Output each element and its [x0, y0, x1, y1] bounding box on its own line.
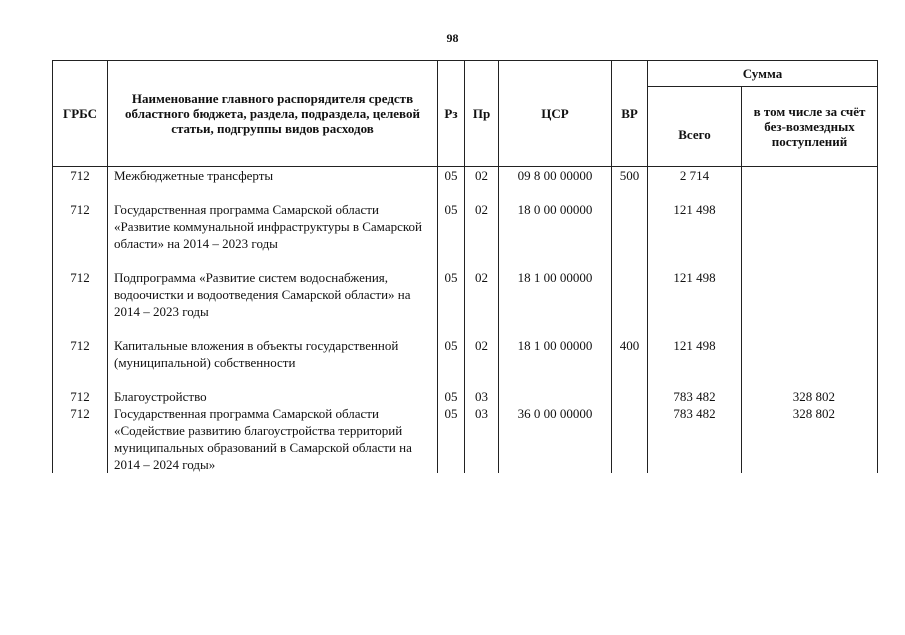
cell-csr: 09 8 00 00000	[499, 167, 612, 185]
cell-free	[742, 269, 878, 320]
header-grbs: ГРБС	[53, 61, 108, 167]
budget-table	[52, 60, 878, 473]
cell-pr: 03	[465, 405, 499, 473]
table-row	[53, 337, 878, 371]
cell-name: Государственная программа Самарской области «Развитие коммунальной инфраструктуры в Самарской области» на 2014 – 2023 годы	[108, 201, 438, 252]
header-rz: Рз	[438, 61, 465, 167]
table-row	[53, 269, 878, 320]
table-body	[53, 167, 878, 474]
table-header	[53, 61, 878, 167]
cell-vr: 500	[612, 167, 648, 185]
table-row	[53, 388, 878, 405]
cell-name: Благоустройство	[108, 388, 438, 405]
cell-free: 328 802	[742, 388, 878, 405]
cell-free	[742, 167, 878, 185]
cell-free	[742, 337, 878, 371]
cell-total: 783 482	[648, 388, 742, 405]
cell-pr: 02	[465, 201, 499, 252]
cell-vr: 400	[612, 337, 648, 371]
cell-rz: 05	[438, 405, 465, 473]
cell-pr: 02	[465, 167, 499, 185]
table-spacer	[53, 371, 878, 388]
cell-total: 121 498	[648, 337, 742, 371]
cell-grbs: 712	[53, 201, 108, 252]
table-row	[53, 201, 878, 252]
table-spacer	[53, 184, 878, 201]
cell-name: Государственная программа Самарской области «Содействие развитию благоустройства территорий муниципальных образований в Самарской области на 2014 – 2024 годы»	[108, 405, 438, 473]
cell-vr	[612, 405, 648, 473]
cell-rz: 05	[438, 388, 465, 405]
cell-grbs: 712	[53, 269, 108, 320]
cell-vr	[612, 388, 648, 405]
cell-total: 121 498	[648, 269, 742, 320]
cell-name: Подпрограмма «Развитие систем водоснабжения, водоочистки и водоотведения Самарской области» на 2014 – 2023 годы	[108, 269, 438, 320]
cell-pr: 03	[465, 388, 499, 405]
header-pr: Пр	[465, 61, 499, 167]
header-total: Всего	[648, 87, 742, 167]
cell-vr	[612, 269, 648, 320]
cell-vr	[612, 201, 648, 252]
cell-total: 121 498	[648, 201, 742, 252]
cell-name: Капитальные вложения в объекты государственной (муниципальной) собственности	[108, 337, 438, 371]
table-spacer	[53, 320, 878, 337]
cell-grbs: 712	[53, 337, 108, 371]
cell-rz: 05	[438, 337, 465, 371]
page-number: 98	[446, 31, 459, 45]
cell-csr: 18 1 00 00000	[499, 269, 612, 320]
cell-grbs: 712	[53, 388, 108, 405]
cell-total: 783 482	[648, 405, 742, 473]
cell-total: 2 714	[648, 167, 742, 185]
cell-grbs: 712	[53, 167, 108, 185]
cell-csr: 36 0 00 00000	[499, 405, 612, 473]
cell-pr: 02	[465, 269, 499, 320]
table-spacer	[53, 252, 878, 269]
cell-free	[742, 201, 878, 252]
cell-rz: 05	[438, 269, 465, 320]
table-row	[53, 167, 878, 185]
cell-csr: 18 0 00 00000	[499, 201, 612, 252]
cell-rz: 05	[438, 201, 465, 252]
header-vr: ВР	[612, 61, 648, 167]
header-csr: ЦСР	[499, 61, 612, 167]
header-sum: Сумма	[648, 61, 878, 87]
header-incl-free: в том числе за счёт без-возмездных поступлений	[742, 87, 878, 167]
cell-rz: 05	[438, 167, 465, 185]
cell-csr: 18 1 00 00000	[499, 337, 612, 371]
table-row	[53, 405, 878, 473]
cell-free: 328 802	[742, 405, 878, 473]
cell-pr: 02	[465, 337, 499, 371]
cell-name: Межбюджетные трансферты	[108, 167, 438, 185]
cell-csr	[499, 388, 612, 405]
cell-grbs: 712	[53, 405, 108, 473]
header-name: Наименование главного распорядителя средств областного бюджета, раздела, подраздела, целевой статьи, подгруппы видов расходов	[108, 61, 438, 167]
